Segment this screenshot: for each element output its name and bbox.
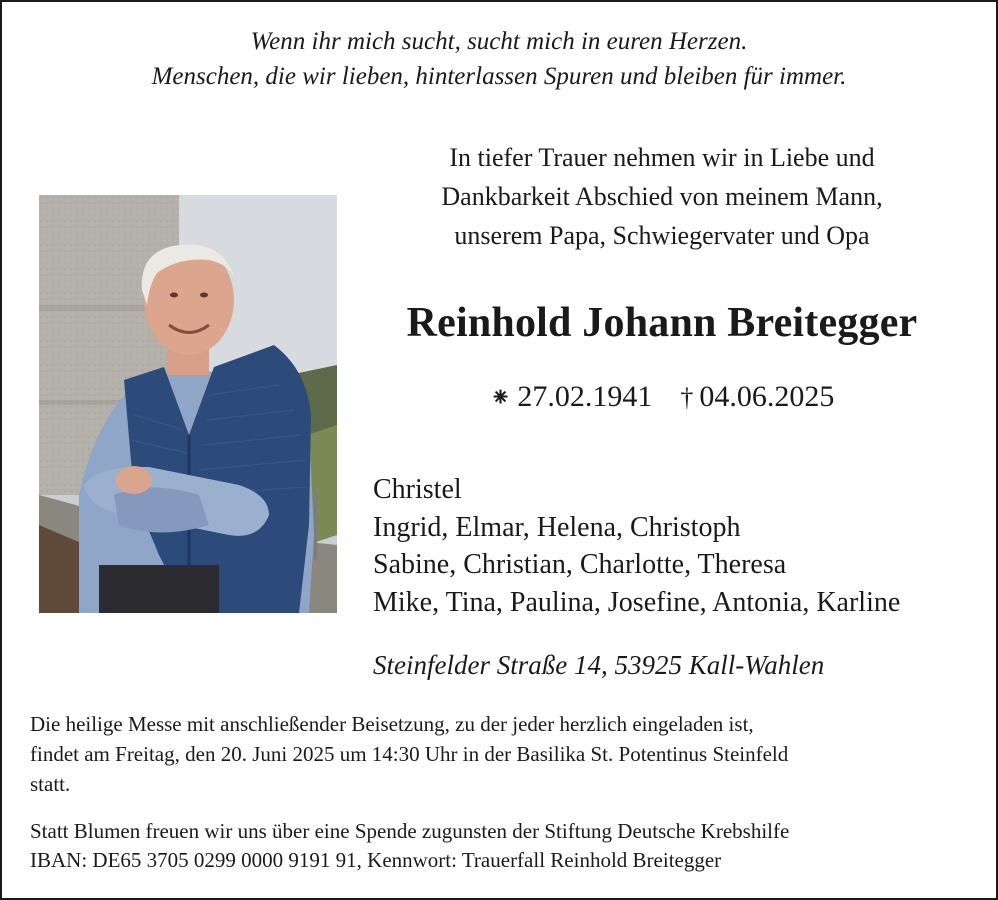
service-info (30, 709, 980, 799)
donation-line: Statt Blumen freuen wir uns über eine Spende zugunsten der Stiftung Deutsche Krebshilfe (30, 819, 790, 843)
service-line: statt. (30, 772, 71, 796)
mourner-line: Mike, Tina, Paulina, Josefine, Antonia, Karline (373, 586, 901, 618)
motto (2, 24, 996, 94)
donation-info (30, 817, 980, 875)
mourner-line: Ingrid, Elmar, Helena, Christoph (373, 511, 741, 543)
mourner-line: Christel (373, 474, 462, 505)
death-cross-icon: † (680, 383, 694, 412)
birth-star-icon: ⁕ (489, 383, 512, 412)
intro-line: unserem Papa, Schwiegervater und Opa (454, 221, 870, 250)
service-line: findet am Freitag, den 20. Juni 2025 um 14:30 Uhr in der Basilika St. Potentinus Steinfeld (30, 742, 789, 766)
intro-line: Dankbarkeit Abschied von meinem Mann, (441, 182, 883, 211)
birth-date: 27.02.1941 (517, 380, 653, 413)
mourners-list (373, 471, 993, 621)
motto-line: Menschen, die wir lieben, hinterlassen Spuren und bleiben für immer. (151, 63, 847, 90)
intro-line: In tiefer Trauer nehmen wir in Liebe und (449, 143, 875, 172)
portrait-photo (39, 195, 337, 613)
address: Steinfelder Straße 14, 53925 Kall-Wahlen (373, 650, 825, 680)
death-date: 04.06.2025 (699, 380, 835, 413)
life-dates (342, 376, 982, 419)
intro-text (342, 138, 982, 255)
donation-iban: IBAN: DE65 3705 0299 0000 9191 91, Kennwort: Trauerfall Reinhold Breitegger (30, 848, 722, 872)
deceased-name: Reinhold Johann Breitegger (406, 300, 918, 346)
mourner-line: Sabine, Christian, Charlotte, Theresa (373, 549, 787, 580)
service-line: Die heilige Messe mit anschließender Beisetzung, zu der jeder herzlich eingeladen ist, (30, 712, 754, 736)
motto-line: Wenn ihr mich sucht, sucht mich in euren Herzen. (250, 28, 748, 55)
